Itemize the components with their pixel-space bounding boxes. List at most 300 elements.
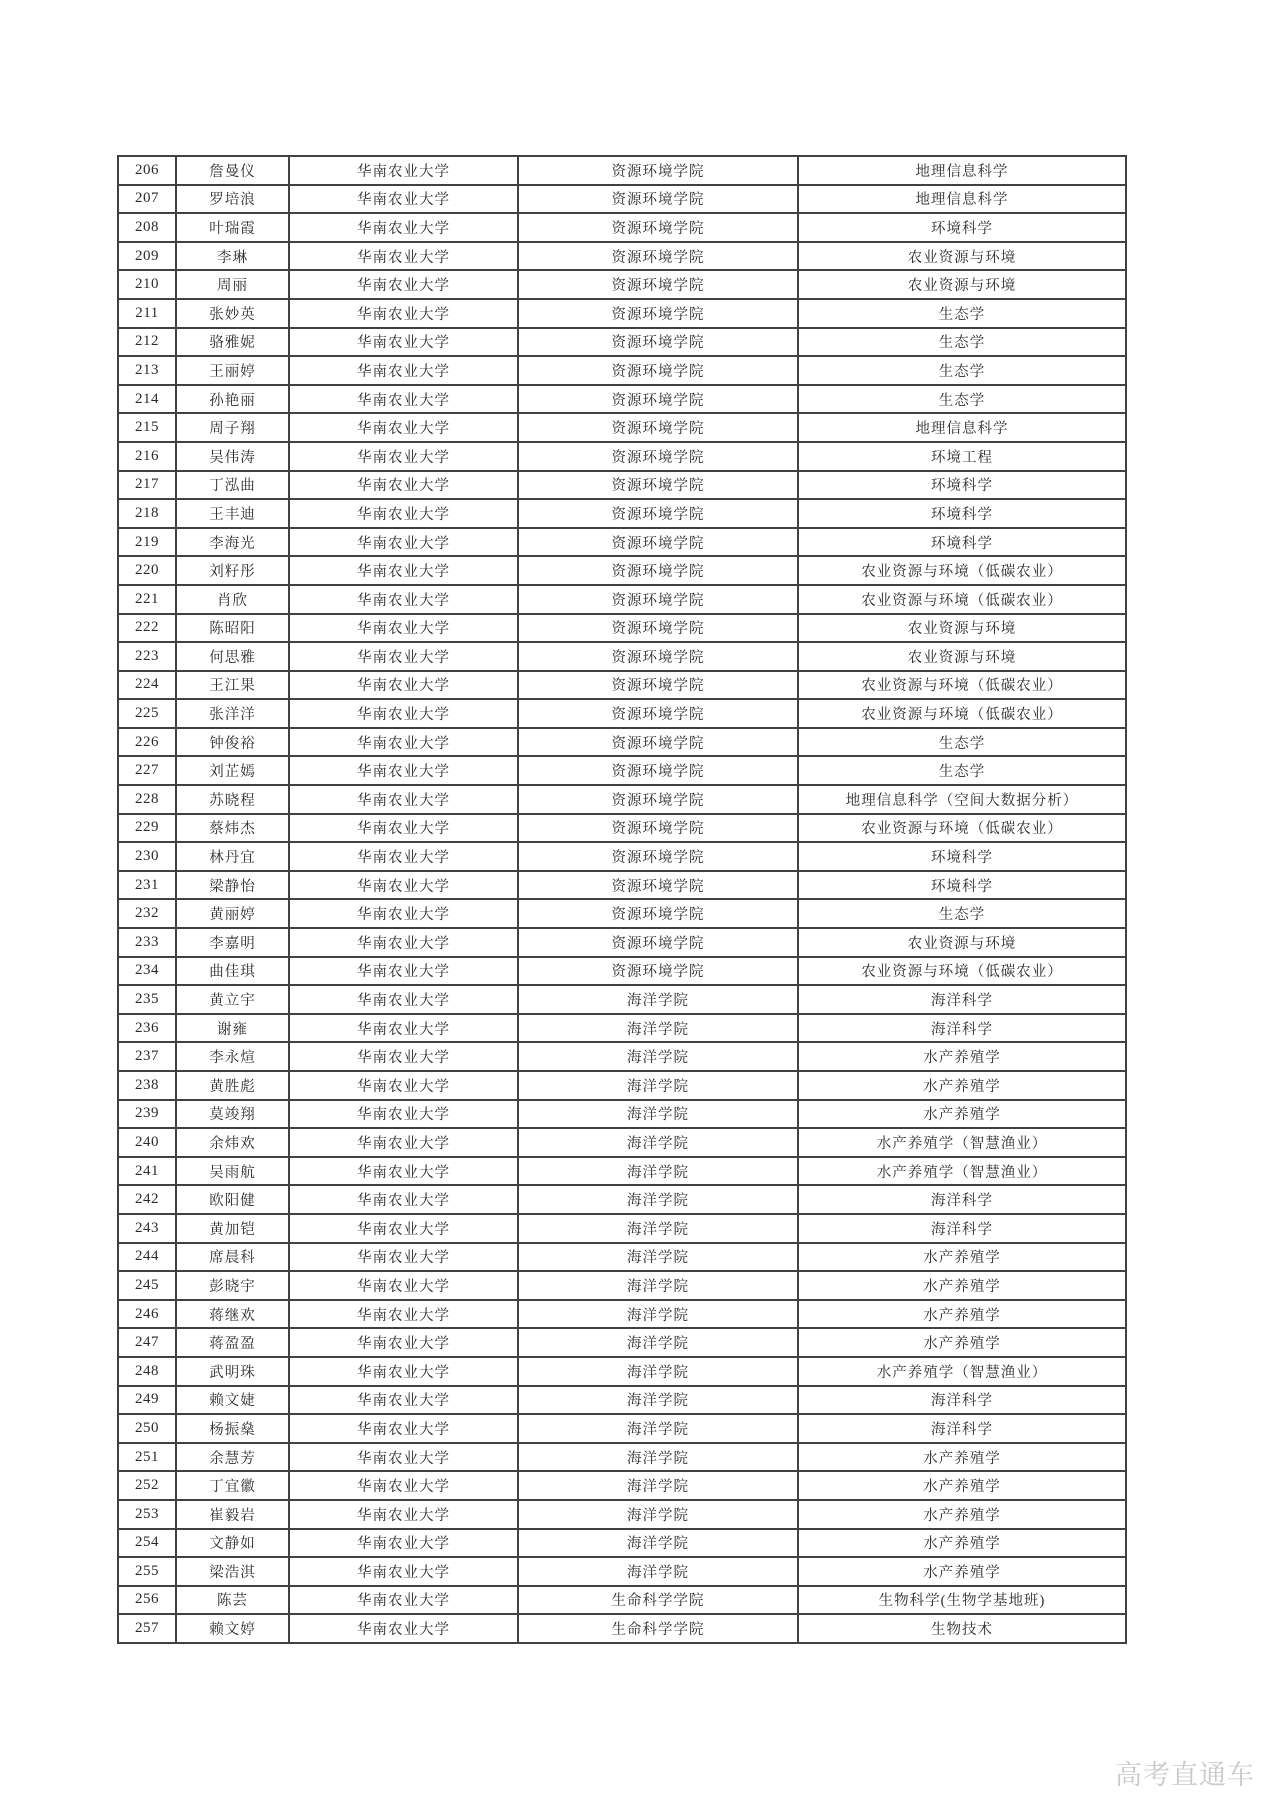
student-major-cell: 农业资源与环境（低碳农业） xyxy=(798,671,1126,700)
student-name-cell: 陈昭阳 xyxy=(176,614,289,643)
student-table xyxy=(117,155,1127,1644)
student-major-cell: 水产养殖学 xyxy=(798,1271,1126,1300)
student-college-cell: 资源环境学院 xyxy=(518,699,798,728)
student-name-cell: 何思雅 xyxy=(176,642,289,671)
student-name-cell: 吴雨航 xyxy=(176,1157,289,1186)
student-name-cell: 梁浩淇 xyxy=(176,1557,289,1586)
student-no-cell: 212 xyxy=(118,328,176,357)
student-college-cell: 资源环境学院 xyxy=(518,442,798,471)
student-no-cell: 223 xyxy=(118,642,176,671)
student-major-cell: 水产养殖学 xyxy=(798,1243,1126,1272)
table-row xyxy=(118,1243,1126,1272)
table-row xyxy=(118,328,1126,357)
student-college-cell: 海洋学院 xyxy=(518,1100,798,1129)
student-college-cell: 资源环境学院 xyxy=(518,185,798,214)
student-name-cell: 刘籽彤 xyxy=(176,556,289,585)
student-no-cell: 249 xyxy=(118,1386,176,1415)
student-major-cell: 环境科学 xyxy=(798,213,1126,242)
table-row xyxy=(118,814,1126,843)
table-row xyxy=(118,928,1126,957)
student-major-cell: 水产养殖学（智慧渔业） xyxy=(798,1128,1126,1157)
student-name-cell: 黄丽婷 xyxy=(176,899,289,928)
student-college-cell: 海洋学院 xyxy=(518,1271,798,1300)
student-university-cell: 华南农业大学 xyxy=(289,1014,518,1043)
student-college-cell: 资源环境学院 xyxy=(518,728,798,757)
student-university-cell: 华南农业大学 xyxy=(289,385,518,414)
student-no-cell: 243 xyxy=(118,1214,176,1243)
student-no-cell: 208 xyxy=(118,213,176,242)
student-no-cell: 227 xyxy=(118,756,176,785)
student-university-cell: 华南农业大学 xyxy=(289,213,518,242)
student-university-cell: 华南农业大学 xyxy=(289,671,518,700)
student-college-cell: 海洋学院 xyxy=(518,1128,798,1157)
student-major-cell: 生态学 xyxy=(798,356,1126,385)
student-name-cell: 黄加铠 xyxy=(176,1214,289,1243)
student-name-cell: 黄胜彪 xyxy=(176,1071,289,1100)
student-major-cell: 海洋科学 xyxy=(798,1386,1126,1415)
student-college-cell: 海洋学院 xyxy=(518,1042,798,1071)
student-major-cell: 海洋科学 xyxy=(798,1414,1126,1443)
student-major-cell: 海洋科学 xyxy=(798,1214,1126,1243)
student-university-cell: 华南农业大学 xyxy=(289,899,518,928)
student-college-cell: 海洋学院 xyxy=(518,1243,798,1272)
table-row xyxy=(118,756,1126,785)
student-college-cell: 资源环境学院 xyxy=(518,756,798,785)
table-row xyxy=(118,1271,1126,1300)
student-college-cell: 资源环境学院 xyxy=(518,270,798,299)
student-college-cell: 海洋学院 xyxy=(518,1300,798,1329)
student-major-cell: 地理信息科学 xyxy=(798,185,1126,214)
student-name-cell: 丁宜徽 xyxy=(176,1471,289,1500)
student-college-cell: 资源环境学院 xyxy=(518,814,798,843)
student-university-cell: 华南农业大学 xyxy=(289,270,518,299)
table-row xyxy=(118,1557,1126,1586)
student-college-cell: 海洋学院 xyxy=(518,1157,798,1186)
table-row xyxy=(118,356,1126,385)
student-no-cell: 230 xyxy=(118,842,176,871)
student-no-cell: 238 xyxy=(118,1071,176,1100)
student-college-cell: 资源环境学院 xyxy=(518,413,798,442)
student-college-cell: 资源环境学院 xyxy=(518,328,798,357)
student-name-cell: 骆雅妮 xyxy=(176,328,289,357)
student-no-cell: 217 xyxy=(118,471,176,500)
table-row xyxy=(118,585,1126,614)
student-college-cell: 海洋学院 xyxy=(518,1214,798,1243)
table-row xyxy=(118,1471,1126,1500)
student-college-cell: 海洋学院 xyxy=(518,1185,798,1214)
student-no-cell: 252 xyxy=(118,1471,176,1500)
student-university-cell: 华南农业大学 xyxy=(289,1185,518,1214)
student-name-cell: 刘芷嫣 xyxy=(176,756,289,785)
student-name-cell: 詹曼仪 xyxy=(176,156,289,185)
student-college-cell: 海洋学院 xyxy=(518,1014,798,1043)
student-no-cell: 222 xyxy=(118,614,176,643)
student-major-cell: 环境科学 xyxy=(798,871,1126,900)
student-university-cell: 华南农业大学 xyxy=(289,413,518,442)
student-no-cell: 216 xyxy=(118,442,176,471)
student-name-cell: 张妙英 xyxy=(176,299,289,328)
student-university-cell: 华南农业大学 xyxy=(289,499,518,528)
table-row xyxy=(118,957,1126,986)
student-university-cell: 华南农业大学 xyxy=(289,785,518,814)
student-university-cell: 华南农业大学 xyxy=(289,299,518,328)
student-major-cell: 水产养殖学 xyxy=(798,1328,1126,1357)
student-college-cell: 海洋学院 xyxy=(518,985,798,1014)
table-row xyxy=(118,699,1126,728)
student-name-cell: 苏晓程 xyxy=(176,785,289,814)
student-no-cell: 211 xyxy=(118,299,176,328)
student-college-cell: 生命科学学院 xyxy=(518,1586,798,1615)
table-row xyxy=(118,1128,1126,1157)
student-table-body xyxy=(118,156,1126,1643)
student-name-cell: 莫竣翔 xyxy=(176,1100,289,1129)
table-row xyxy=(118,1414,1126,1443)
student-no-cell: 240 xyxy=(118,1128,176,1157)
student-major-cell: 农业资源与环境 xyxy=(798,270,1126,299)
student-name-cell: 张洋洋 xyxy=(176,699,289,728)
student-no-cell: 214 xyxy=(118,385,176,414)
student-university-cell: 华南农业大学 xyxy=(289,242,518,271)
student-no-cell: 220 xyxy=(118,556,176,585)
table-row xyxy=(118,1386,1126,1415)
student-college-cell: 资源环境学院 xyxy=(518,642,798,671)
student-university-cell: 华南农业大学 xyxy=(289,1214,518,1243)
student-university-cell: 华南农业大学 xyxy=(289,957,518,986)
student-major-cell: 水产养殖学 xyxy=(798,1500,1126,1529)
student-name-cell: 周子翔 xyxy=(176,413,289,442)
table-row xyxy=(118,385,1126,414)
student-college-cell: 海洋学院 xyxy=(518,1443,798,1472)
student-college-cell: 资源环境学院 xyxy=(518,471,798,500)
student-major-cell: 地理信息科学（空间大数据分析） xyxy=(798,785,1126,814)
student-university-cell: 华南农业大学 xyxy=(289,1128,518,1157)
table-row xyxy=(118,1071,1126,1100)
student-university-cell: 华南农业大学 xyxy=(289,1157,518,1186)
student-university-cell: 华南农业大学 xyxy=(289,1357,518,1386)
student-university-cell: 华南农业大学 xyxy=(289,1071,518,1100)
student-major-cell: 农业资源与环境（低碳农业） xyxy=(798,585,1126,614)
student-major-cell: 水产养殖学 xyxy=(798,1443,1126,1472)
student-college-cell: 资源环境学院 xyxy=(518,957,798,986)
table-row xyxy=(118,1500,1126,1529)
table-row xyxy=(118,1100,1126,1129)
student-university-cell: 华南农业大学 xyxy=(289,1500,518,1529)
student-name-cell: 黄立宇 xyxy=(176,985,289,1014)
student-major-cell: 环境科学 xyxy=(798,499,1126,528)
student-name-cell: 曲佳琪 xyxy=(176,957,289,986)
table-row xyxy=(118,213,1126,242)
table-row xyxy=(118,1443,1126,1472)
student-college-cell: 生命科学学院 xyxy=(518,1614,798,1643)
student-name-cell: 罗培浪 xyxy=(176,185,289,214)
student-college-cell: 资源环境学院 xyxy=(518,156,798,185)
student-college-cell: 资源环境学院 xyxy=(518,842,798,871)
table-row xyxy=(118,270,1126,299)
watermark-text: 高考直通车 xyxy=(1115,1760,1255,1790)
student-no-cell: 226 xyxy=(118,728,176,757)
student-name-cell: 崔毅岩 xyxy=(176,1500,289,1529)
student-name-cell: 王丽婷 xyxy=(176,356,289,385)
student-major-cell: 生态学 xyxy=(798,756,1126,785)
student-college-cell: 海洋学院 xyxy=(518,1529,798,1558)
student-no-cell: 229 xyxy=(118,814,176,843)
table-row xyxy=(118,413,1126,442)
student-name-cell: 武明珠 xyxy=(176,1357,289,1386)
table-row xyxy=(118,985,1126,1014)
student-university-cell: 华南农业大学 xyxy=(289,1557,518,1586)
student-university-cell: 华南农业大学 xyxy=(289,1614,518,1643)
student-college-cell: 资源环境学院 xyxy=(518,213,798,242)
student-name-cell: 梁静怡 xyxy=(176,871,289,900)
student-university-cell: 华南农业大学 xyxy=(289,156,518,185)
student-no-cell: 248 xyxy=(118,1357,176,1386)
student-college-cell: 海洋学院 xyxy=(518,1414,798,1443)
student-no-cell: 257 xyxy=(118,1614,176,1643)
student-major-cell: 海洋科学 xyxy=(798,1185,1126,1214)
student-name-cell: 林丹宜 xyxy=(176,842,289,871)
student-name-cell: 钟俊裕 xyxy=(176,728,289,757)
student-university-cell: 华南农业大学 xyxy=(289,528,518,557)
student-university-cell: 华南农业大学 xyxy=(289,699,518,728)
student-major-cell: 水产养殖学 xyxy=(798,1100,1126,1129)
student-name-cell: 杨振燊 xyxy=(176,1414,289,1443)
table-row xyxy=(118,614,1126,643)
student-university-cell: 华南农业大学 xyxy=(289,471,518,500)
student-university-cell: 华南农业大学 xyxy=(289,356,518,385)
student-major-cell: 海洋科学 xyxy=(798,985,1126,1014)
table-row xyxy=(118,299,1126,328)
student-name-cell: 蔡炜杰 xyxy=(176,814,289,843)
student-name-cell: 蒋继欢 xyxy=(176,1300,289,1329)
table-row xyxy=(118,1529,1126,1558)
student-no-cell: 246 xyxy=(118,1300,176,1329)
student-no-cell: 235 xyxy=(118,985,176,1014)
student-no-cell: 225 xyxy=(118,699,176,728)
student-name-cell: 周丽 xyxy=(176,270,289,299)
student-university-cell: 华南农业大学 xyxy=(289,1271,518,1300)
student-no-cell: 247 xyxy=(118,1328,176,1357)
student-university-cell: 华南农业大学 xyxy=(289,614,518,643)
student-major-cell: 生态学 xyxy=(798,728,1126,757)
student-college-cell: 资源环境学院 xyxy=(518,385,798,414)
student-no-cell: 233 xyxy=(118,928,176,957)
student-university-cell: 华南农业大学 xyxy=(289,556,518,585)
student-university-cell: 华南农业大学 xyxy=(289,1328,518,1357)
student-no-cell: 232 xyxy=(118,899,176,928)
student-major-cell: 农业资源与环境 xyxy=(798,642,1126,671)
student-name-cell: 丁泓曲 xyxy=(176,471,289,500)
table-row xyxy=(118,1586,1126,1615)
student-university-cell: 华南农业大学 xyxy=(289,442,518,471)
student-major-cell: 水产养殖学 xyxy=(798,1471,1126,1500)
student-university-cell: 华南农业大学 xyxy=(289,642,518,671)
student-no-cell: 224 xyxy=(118,671,176,700)
student-college-cell: 资源环境学院 xyxy=(518,614,798,643)
student-major-cell: 环境科学 xyxy=(798,842,1126,871)
student-no-cell: 237 xyxy=(118,1042,176,1071)
student-university-cell: 华南农业大学 xyxy=(289,928,518,957)
student-university-cell: 华南农业大学 xyxy=(289,585,518,614)
student-major-cell: 农业资源与环境 xyxy=(798,928,1126,957)
student-major-cell: 海洋科学 xyxy=(798,1014,1126,1043)
student-name-cell: 李琳 xyxy=(176,242,289,271)
student-university-cell: 华南农业大学 xyxy=(289,871,518,900)
student-university-cell: 华南农业大学 xyxy=(289,1300,518,1329)
student-college-cell: 资源环境学院 xyxy=(518,899,798,928)
table-row xyxy=(118,728,1126,757)
student-name-cell: 赖文婕 xyxy=(176,1386,289,1415)
student-no-cell: 244 xyxy=(118,1243,176,1272)
student-major-cell: 水产养殖学 xyxy=(798,1529,1126,1558)
student-major-cell: 水产养殖学（智慧渔业） xyxy=(798,1357,1126,1386)
student-no-cell: 210 xyxy=(118,270,176,299)
student-name-cell: 蒋盈盈 xyxy=(176,1328,289,1357)
student-college-cell: 海洋学院 xyxy=(518,1471,798,1500)
student-name-cell: 肖欣 xyxy=(176,585,289,614)
student-major-cell: 生态学 xyxy=(798,328,1126,357)
student-major-cell: 水产养殖学 xyxy=(798,1300,1126,1329)
student-no-cell: 213 xyxy=(118,356,176,385)
student-no-cell: 234 xyxy=(118,957,176,986)
student-no-cell: 254 xyxy=(118,1529,176,1558)
table-row xyxy=(118,1042,1126,1071)
student-university-cell: 华南农业大学 xyxy=(289,728,518,757)
student-name-cell: 王丰迪 xyxy=(176,499,289,528)
student-college-cell: 资源环境学院 xyxy=(518,928,798,957)
table-row xyxy=(118,871,1126,900)
table-row xyxy=(118,642,1126,671)
table-row xyxy=(118,185,1126,214)
student-college-cell: 资源环境学院 xyxy=(518,528,798,557)
student-major-cell: 生态学 xyxy=(798,299,1126,328)
student-no-cell: 215 xyxy=(118,413,176,442)
student-major-cell: 水产养殖学 xyxy=(798,1042,1126,1071)
table-row xyxy=(118,1214,1126,1243)
student-no-cell: 221 xyxy=(118,585,176,614)
student-major-cell: 农业资源与环境 xyxy=(798,614,1126,643)
student-major-cell: 生态学 xyxy=(798,899,1126,928)
student-college-cell: 资源环境学院 xyxy=(518,499,798,528)
student-name-cell: 叶瑞霞 xyxy=(176,213,289,242)
table-row xyxy=(118,1157,1126,1186)
student-major-cell: 农业资源与环境 xyxy=(798,242,1126,271)
student-university-cell: 华南农业大学 xyxy=(289,1100,518,1129)
student-no-cell: 255 xyxy=(118,1557,176,1586)
student-no-cell: 231 xyxy=(118,871,176,900)
student-college-cell: 海洋学院 xyxy=(518,1557,798,1586)
student-major-cell: 农业资源与环境（低碳农业） xyxy=(798,699,1126,728)
student-name-cell: 席晨科 xyxy=(176,1243,289,1272)
student-name-cell: 余炜欢 xyxy=(176,1128,289,1157)
student-university-cell: 华南农业大学 xyxy=(289,1042,518,1071)
table-row xyxy=(118,471,1126,500)
student-major-cell: 农业资源与环境（低碳农业） xyxy=(798,556,1126,585)
table-row xyxy=(118,1614,1126,1643)
student-name-cell: 谢雍 xyxy=(176,1014,289,1043)
table-row xyxy=(118,528,1126,557)
student-university-cell: 华南农业大学 xyxy=(289,1243,518,1272)
table-row xyxy=(118,556,1126,585)
student-name-cell: 李永煊 xyxy=(176,1042,289,1071)
student-name-cell: 李嘉明 xyxy=(176,928,289,957)
student-college-cell: 资源环境学院 xyxy=(518,299,798,328)
student-no-cell: 251 xyxy=(118,1443,176,1472)
student-university-cell: 华南农业大学 xyxy=(289,1386,518,1415)
student-no-cell: 250 xyxy=(118,1414,176,1443)
student-major-cell: 地理信息科学 xyxy=(798,156,1126,185)
student-college-cell: 资源环境学院 xyxy=(518,242,798,271)
student-college-cell: 资源环境学院 xyxy=(518,556,798,585)
student-major-cell: 生态学 xyxy=(798,385,1126,414)
student-no-cell: 228 xyxy=(118,785,176,814)
student-major-cell: 地理信息科学 xyxy=(798,413,1126,442)
student-no-cell: 219 xyxy=(118,528,176,557)
table-row xyxy=(118,842,1126,871)
table-row xyxy=(118,156,1126,185)
student-name-cell: 陈芸 xyxy=(176,1586,289,1615)
student-major-cell: 水产养殖学 xyxy=(798,1071,1126,1100)
student-major-cell: 水产养殖学（智慧渔业） xyxy=(798,1157,1126,1186)
table-row xyxy=(118,671,1126,700)
student-name-cell: 彭晓宇 xyxy=(176,1271,289,1300)
student-major-cell: 环境工程 xyxy=(798,442,1126,471)
student-no-cell: 253 xyxy=(118,1500,176,1529)
student-major-cell: 生物技术 xyxy=(798,1614,1126,1643)
student-college-cell: 资源环境学院 xyxy=(518,671,798,700)
student-no-cell: 256 xyxy=(118,1586,176,1615)
table-row xyxy=(118,499,1126,528)
student-university-cell: 华南农业大学 xyxy=(289,1443,518,1472)
table-row xyxy=(118,1300,1126,1329)
student-no-cell: 218 xyxy=(118,499,176,528)
student-college-cell: 资源环境学院 xyxy=(518,785,798,814)
student-name-cell: 赖文婷 xyxy=(176,1614,289,1643)
student-major-cell: 农业资源与环境（低碳农业） xyxy=(798,814,1126,843)
student-name-cell: 王江果 xyxy=(176,671,289,700)
student-college-cell: 海洋学院 xyxy=(518,1386,798,1415)
student-college-cell: 资源环境学院 xyxy=(518,356,798,385)
student-university-cell: 华南农业大学 xyxy=(289,756,518,785)
student-university-cell: 华南农业大学 xyxy=(289,1471,518,1500)
student-college-cell: 资源环境学院 xyxy=(518,871,798,900)
student-major-cell: 环境科学 xyxy=(798,528,1126,557)
student-major-cell: 环境科学 xyxy=(798,471,1126,500)
student-name-cell: 文静如 xyxy=(176,1529,289,1558)
student-name-cell: 孙艳丽 xyxy=(176,385,289,414)
table-row xyxy=(118,1185,1126,1214)
student-major-cell: 农业资源与环境（低碳农业） xyxy=(798,957,1126,986)
student-university-cell: 华南农业大学 xyxy=(289,985,518,1014)
student-no-cell: 241 xyxy=(118,1157,176,1186)
table-row xyxy=(118,785,1126,814)
student-no-cell: 242 xyxy=(118,1185,176,1214)
student-no-cell: 239 xyxy=(118,1100,176,1129)
student-university-cell: 华南农业大学 xyxy=(289,814,518,843)
student-college-cell: 海洋学院 xyxy=(518,1328,798,1357)
student-college-cell: 海洋学院 xyxy=(518,1357,798,1386)
student-name-cell: 余慧芳 xyxy=(176,1443,289,1472)
student-university-cell: 华南农业大学 xyxy=(289,1529,518,1558)
table-row xyxy=(118,899,1126,928)
student-college-cell: 海洋学院 xyxy=(518,1500,798,1529)
student-no-cell: 209 xyxy=(118,242,176,271)
student-university-cell: 华南农业大学 xyxy=(289,1414,518,1443)
student-major-cell: 水产养殖学 xyxy=(798,1557,1126,1586)
student-college-cell: 资源环境学院 xyxy=(518,585,798,614)
student-major-cell: 生物科学(生物学基地班) xyxy=(798,1586,1126,1615)
student-no-cell: 207 xyxy=(118,185,176,214)
student-university-cell: 华南农业大学 xyxy=(289,1586,518,1615)
